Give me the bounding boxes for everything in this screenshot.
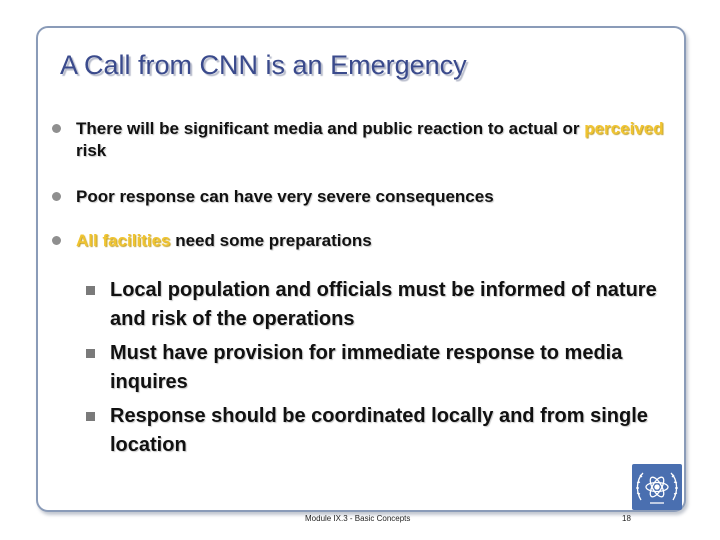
sub-bullet-text: Local population and officials must be informed of nature and risk of the operations bbox=[110, 279, 657, 330]
sub-bullet-text: Response should be coordinated locally and from single location bbox=[110, 405, 648, 456]
bullet-item bbox=[52, 118, 676, 162]
slide-title: A Call from CNN is an Emergency bbox=[60, 50, 467, 80]
footer-module-label: Module IX.3 - Basic Concepts bbox=[305, 514, 411, 523]
bullet-highlight: All facilities bbox=[76, 231, 171, 250]
bullet-text: need some preparations bbox=[170, 231, 372, 250]
sub-bullet-text: Must have provision for immediate response to media inquires bbox=[110, 342, 623, 393]
square-bullet-icon bbox=[86, 286, 95, 295]
bullet-highlight: perceived bbox=[584, 119, 664, 138]
bullet-item bbox=[52, 186, 676, 208]
bullet-text: There will be significant media and public reaction to actual or bbox=[76, 119, 585, 138]
bullet-dot-icon bbox=[52, 192, 61, 201]
bullet-text: Poor response can have very severe consequences bbox=[76, 187, 494, 206]
bullet-text: risk bbox=[76, 141, 107, 160]
sub-bullet-item bbox=[86, 339, 680, 397]
bullet-item bbox=[52, 230, 676, 252]
iaea-logo-icon bbox=[632, 464, 682, 510]
sub-bullet-item bbox=[86, 276, 680, 334]
bullet-dot-icon bbox=[52, 124, 61, 133]
page-number: 18 bbox=[622, 514, 631, 523]
sub-bullet-item bbox=[86, 402, 680, 460]
square-bullet-icon bbox=[86, 349, 95, 358]
square-bullet-icon bbox=[86, 412, 95, 421]
bullet-dot-icon bbox=[52, 236, 61, 245]
